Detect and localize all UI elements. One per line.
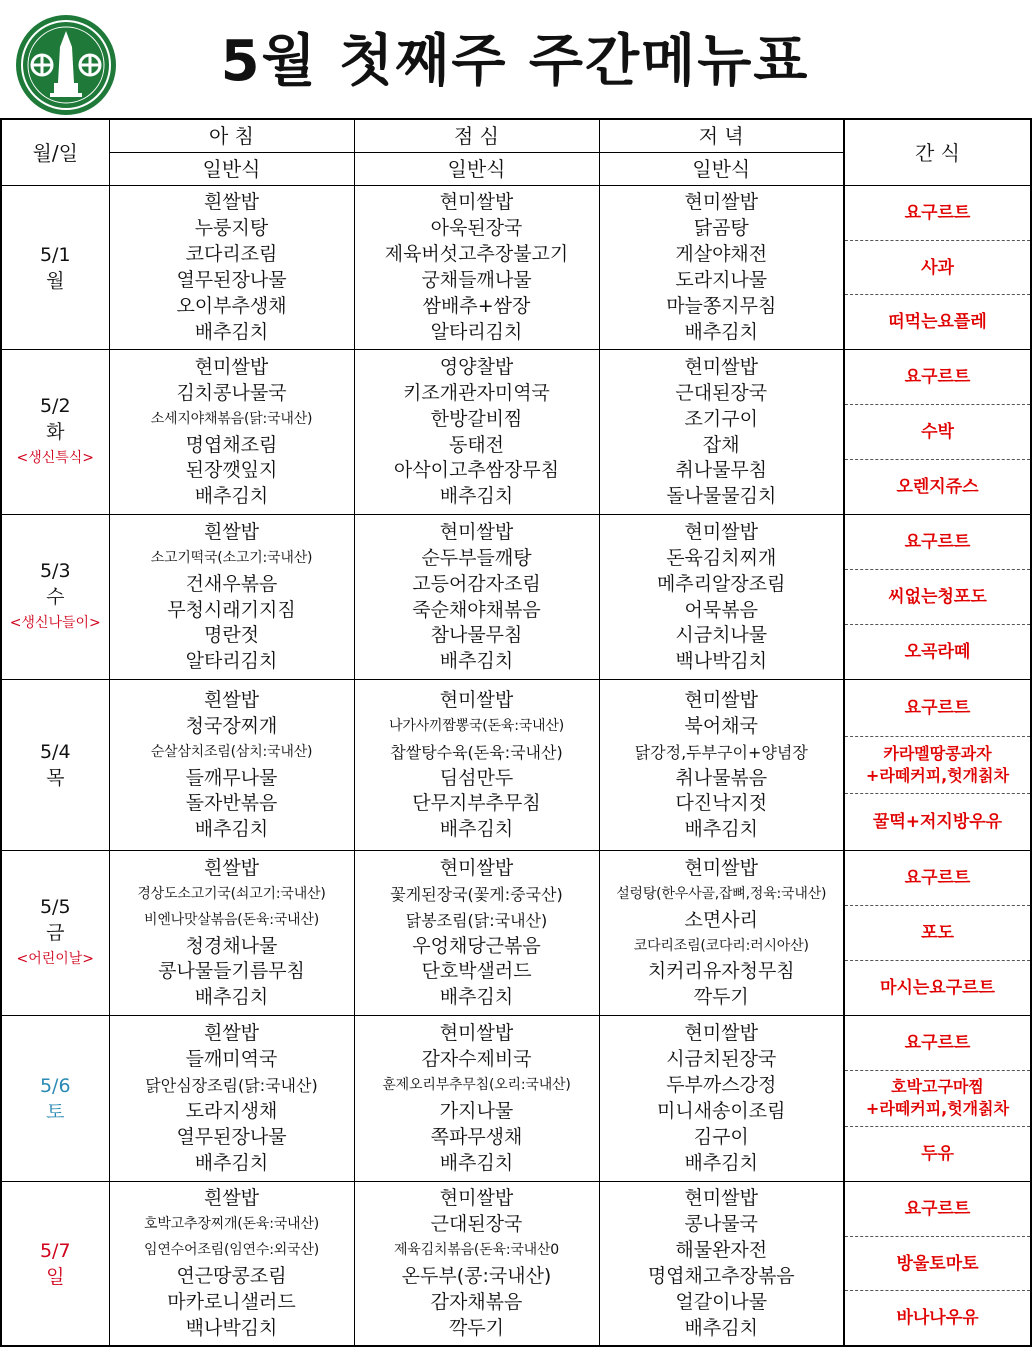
dinner-cell [599,680,844,851]
menu-item: 열무된장나물 [176,1125,287,1148]
menu-item: 동태전 [448,433,505,456]
header-lunch-sub: 일반식 [354,153,599,186]
snack-item: 오렌지쥬스 [896,477,979,497]
menu-item: 도라지나물 [675,269,768,291]
snack-cell [844,186,1031,350]
snack-list [845,515,1030,679]
menu-item: 제육버섯고추장불고기 [384,243,569,266]
header-dinner: 저 녁 [599,119,844,153]
dinner-cell [599,350,844,515]
menu-item: 명엽채조림 [185,433,278,456]
menu-item: 코다리조림 [185,243,278,266]
menu-item: 현미쌀밥 [439,688,514,711]
menu-item: 두부까스강정 [666,1074,777,1097]
snack-list [845,186,1030,349]
menu-item: 감자수제비국 [421,1048,532,1071]
snack-item: 바나나우유 [896,1308,979,1329]
menu-item: 흰쌀밥 [203,1187,260,1210]
menu-item: 무청시래기지짐 [167,598,296,621]
menu-item: 청국장찌개 [185,714,278,737]
snack-list [845,851,1030,1015]
menu-table [0,118,1032,1347]
table-row [1,851,1031,1016]
day-date: 5/6 [39,1074,71,1097]
menu-item: 현미쌀밥 [194,355,269,378]
lunch-cell [354,1016,599,1182]
day-cell [1,680,109,851]
lunch-cell [354,1182,599,1347]
menu-item: 단호박샐러드 [421,960,532,983]
day-weekday: 목 [46,767,65,789]
day-weekday: 토 [46,1100,65,1123]
menu-item: 돌나물물김치 [666,485,777,508]
snack-item: 포도 [845,906,1030,961]
dinner-cell [599,851,844,1016]
menu-item: 흰쌀밥 [203,856,260,879]
menu-item: 돈육김치찌개 [666,546,777,569]
menu-item: 닭강정,두부구이+양념장 [634,742,808,762]
header-breakfast: 아 침 [109,119,354,153]
snack-item: 떠먹는요플레 [888,312,987,333]
menu-item: 배추김치 [194,1151,269,1174]
day-cell [1,515,109,680]
menu-item: 궁채들깨나물 [421,269,532,291]
dinner-cell [599,186,844,350]
dinner-cell [599,1182,844,1347]
menu-item: 근대된장국 [430,1213,523,1236]
menu-item: 온두부(콩:국내산) [401,1265,552,1287]
menu-item: 현미쌀밥 [439,520,514,543]
breakfast-cell [109,1016,354,1182]
snack-item: 요구르트 [845,1016,1030,1071]
snack-item: 요구르트 [845,851,1030,906]
menu-item: 배추김치 [194,320,269,343]
menu-item: 콩나물들기름무침 [158,960,305,983]
menu-item: 치커리유자청무침 [647,960,795,983]
snack-item: 사과 [845,241,1030,296]
snack-list [845,350,1030,514]
snack-cell [844,851,1031,1016]
menu-item: 마카로니샐러드 [167,1290,296,1313]
menu-item: 가지나물 [439,1100,514,1122]
menu-item: 배추김치 [439,1151,514,1174]
snack-item: 요구르트 [845,1182,1030,1237]
menu-item: 찹쌀탕수육(돈육:국내산) [390,742,563,762]
day-weekday: 화 [46,421,65,443]
menu-item: 잡채 [702,433,740,456]
menu-item: 배추김치 [194,986,269,1009]
menu-item: 흰쌀밥 [203,1022,260,1045]
day-note: <생신특식> [16,450,95,466]
snack-item: 요구르트 [845,680,1030,737]
dinner-cell [599,1016,844,1182]
menu-item: 닭봉조림(닭:국내산) [405,910,548,930]
header [0,0,1032,118]
snack-item: 호박고구마찜 +라떼커피,헛개칡차 [845,1071,1030,1126]
menu-item: 한방갈비찜 [430,407,523,430]
menu-item: 깍두기 [693,986,749,1009]
menu-item: 연근땅콩조림 [176,1265,287,1287]
table-row [1,1016,1031,1182]
breakfast-cell [109,680,354,851]
emblem-logo-icon [14,13,118,117]
lunch-cell [354,515,599,680]
day-weekday: 금 [46,922,65,944]
menu-item: 설렁탕(한우사골,잡뼈,정육:국내산) [616,885,827,902]
menu-item: 배추김치 [684,1316,758,1339]
menu-item: 쌈배추+쌈장 [422,294,531,317]
menu-item: 마늘쫑지무침 [666,294,777,317]
menu-item: 시금치나물 [675,624,768,647]
menu-item: 취나물무침 [675,459,768,482]
day-date: 5/1 [39,243,71,266]
menu-item: 어묵볶음 [684,598,758,621]
breakfast-cell [109,186,354,350]
menu-item: 닭안심장조림(닭:국내산) [145,1076,318,1096]
menu-item: 배추김치 [439,485,514,508]
snack-item: 씨없는청포도 [845,570,1030,625]
day-cell [1,851,109,1016]
menu-item: 현미쌀밥 [684,355,758,378]
menu-item: 현미쌀밥 [684,520,758,543]
day-cell [1,1016,109,1182]
snack-list [845,1182,1030,1345]
table-row [1,186,1031,350]
menu-item: 소면사리 [684,908,758,931]
menu-item: 현미쌀밥 [684,191,758,214]
menu-item: 배추김치 [439,986,514,1009]
menu-item: 아삭이고추쌈장무침 [393,459,560,482]
table-row [1,350,1031,515]
menu-item: 호박고추장찌개(돈육:국내산) [144,1216,319,1233]
page-title: 5월 첫째주 주간메뉴표 [220,29,810,94]
snack-item: 오곡라떼 [904,642,971,662]
table-row [1,515,1031,680]
menu-item: 현미쌀밥 [439,856,514,879]
menu-item: 김구이 [693,1125,749,1148]
lunch-cell [354,186,599,350]
menu-item: 임연수어조림(임연수:외국산) [144,1242,319,1259]
menu-item: 소고기떡국(소고기:국내산) [150,549,313,566]
snack-list [845,680,1030,850]
breakfast-cell [109,350,354,515]
menu-item: 키조개관자미역국 [403,381,550,404]
day-note: <생신나들이> [9,615,101,631]
day-date: 5/7 [39,1239,71,1262]
snack-item: 두유 [921,1143,954,1164]
header-date: 월/일 [1,119,109,186]
menu-item: 배추김치 [439,650,514,673]
menu-item: 근대된장국 [675,381,768,404]
menu-item: 죽순채야채볶음 [412,598,541,621]
menu-item: 배추김치 [439,818,514,841]
menu-item: 현미쌀밥 [684,688,758,711]
snack-cell [844,1182,1031,1347]
menu-item: 소세지야채볶음(닭:국내산) [150,410,313,427]
menu-item: 흰쌀밥 [203,520,260,543]
table-row [1,680,1031,851]
day-date: 5/2 [39,395,71,417]
snack-cell [844,1016,1031,1182]
day-date: 5/4 [39,741,71,763]
menu-item: 현미쌀밥 [684,1187,758,1210]
menu-item: 비엔나맛살볶음(돈육:국내산) [144,911,319,928]
day-weekday: 수 [46,586,65,608]
breakfast-cell [109,1182,354,1347]
menu-item: 알타리김치 [185,650,278,673]
menu-item: 순살삼치조림(삼치:국내산) [150,743,313,760]
menu-item: 열무된장나물 [176,269,287,291]
menu-item: 명엽채고추장볶음 [647,1265,795,1287]
day-date: 5/5 [39,896,71,918]
menu-item: 배추김치 [194,818,269,841]
lunch-cell [354,851,599,1016]
breakfast-cell [109,515,354,680]
menu-item: 조기구이 [684,407,758,430]
menu-item: 오이부추생채 [176,294,287,317]
menu-item: 현미쌀밥 [684,856,758,879]
snack-item: 요구르트 [845,350,1030,405]
day-weekday: 월 [46,269,65,292]
menu-item: 북어채국 [684,714,758,737]
menu-item: 흰쌀밥 [203,688,260,711]
menu-item: 게살야채전 [675,243,768,266]
dinner-cell [599,515,844,680]
menu-item: 누룽지탕 [194,217,269,240]
snack-item: 카라멜땅콩과자 +라떼커피,헛개칡차 [845,737,1030,794]
menu-item: 꽃게된장국(꽃게:중국산) [390,884,563,904]
menu-item: 백나박김치 [675,650,768,673]
menu-item: 아욱된장국 [430,217,523,240]
snack-cell [844,515,1031,680]
menu-item: 알타리김치 [430,320,523,343]
menu-item: 단무지부추무침 [412,792,541,815]
menu-item: 얼갈이나물 [675,1290,768,1313]
menu-item: 메추리알장조림 [657,572,786,595]
snack-list [845,1016,1030,1181]
menu-item: 배추김치 [684,1151,758,1174]
menu-item: 김치콩나물국 [176,381,287,404]
menu-item: 현미쌀밥 [439,1022,514,1045]
menu-item: 나가사끼짬뽕국(돈육:국내산) [389,717,564,734]
menu-item: 백나박김치 [185,1316,278,1339]
menu-item: 청경채나물 [185,934,278,957]
menu-item: 참나물무침 [430,624,523,647]
menu-item: 된장깻잎지 [185,459,278,482]
menu-item: 돌자반볶음 [185,792,278,815]
menu-item: 명란젓 [203,624,260,647]
snack-item: 마시는요구르트 [880,978,995,998]
menu-item: 코다리조림(코다리:러시아산) [633,937,809,954]
day-cell [1,350,109,515]
menu-item: 들깨미역국 [185,1048,278,1071]
snack-cell [844,680,1031,851]
menu-item: 훈제오리부추무침(오리:국내산) [382,1077,571,1094]
menu-item: 우엉채당근볶음 [412,934,541,957]
day-cell [1,1182,109,1347]
menu-item: 쪽파무생채 [430,1125,523,1148]
snack-cell [844,350,1031,515]
menu-item: 흰쌀밥 [203,191,260,214]
menu-item: 현미쌀밥 [684,1022,758,1045]
menu-item: 딤섬만두 [439,766,514,789]
day-weekday: 일 [46,1265,65,1288]
menu-item: 미니새송이조림 [657,1100,786,1122]
day-note: <어린이날> [16,951,95,967]
menu-item: 영양찰밥 [439,355,514,378]
menu-item: 현미쌀밥 [439,1187,514,1210]
menu-item: 배추김치 [194,485,269,508]
lunch-cell [354,350,599,515]
snack-item: 요구르트 [845,186,1030,241]
menu-item: 닭곰탕 [693,217,749,240]
menu-item: 콩나물국 [684,1213,758,1236]
menu-item: 제육김치볶음(돈육:국내산0 [393,1242,560,1259]
menu-item: 취나물볶음 [675,766,768,789]
snack-item: 꿀떡+저지방우유 [872,812,1003,832]
lunch-cell [354,680,599,851]
header-snack: 간 식 [844,119,1031,186]
menu-body [1,186,1031,1347]
menu-item: 배추김치 [684,320,758,343]
breakfast-cell [109,851,354,1016]
menu-item: 순두부들깨탕 [421,546,532,569]
header-dinner-sub: 일반식 [599,153,844,186]
menu-item: 해물완자전 [675,1239,768,1262]
day-date: 5/3 [39,560,71,582]
menu-item: 깍두기 [448,1316,505,1339]
table-row [1,1182,1031,1347]
snack-item: 요구르트 [845,515,1030,570]
menu-item: 경상도소고기국(쇠고기:국내산) [137,885,326,902]
menu-item: 들깨무나물 [185,766,278,789]
day-cell [1,186,109,350]
menu-item: 감자채볶음 [430,1290,523,1313]
header-lunch: 점 심 [354,119,599,153]
menu-item: 배추김치 [684,818,758,841]
menu-item: 건새우볶음 [185,572,278,595]
header-breakfast-sub: 일반식 [109,153,354,186]
snack-item: 수박 [845,405,1030,460]
menu-item: 다진낙지젓 [675,792,768,815]
menu-item: 도라지생채 [185,1100,278,1122]
snack-item: 방울토마토 [845,1237,1030,1292]
menu-item: 시금치된장국 [666,1048,777,1071]
menu-item: 현미쌀밥 [439,191,514,214]
menu-item: 고등어감자조림 [412,572,541,595]
